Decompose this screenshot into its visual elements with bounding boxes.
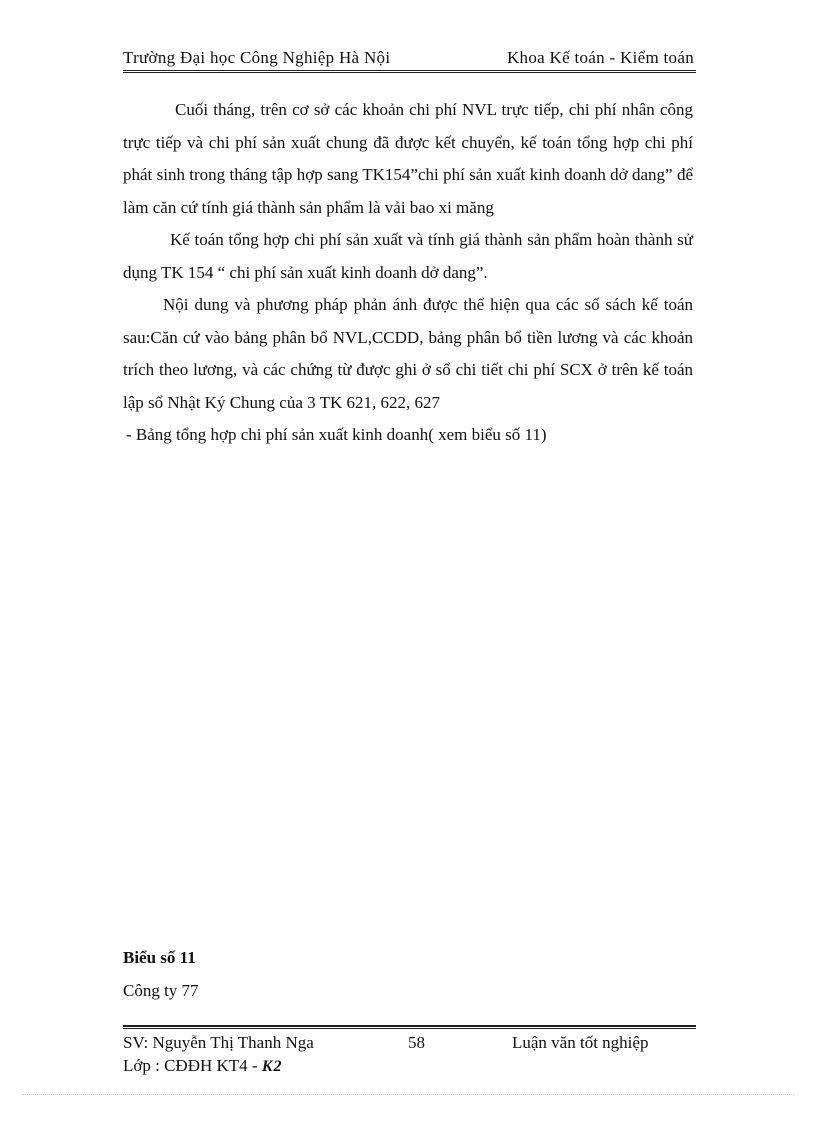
table-title: Biểu số 11 [123,948,196,967]
page-bottom-border [22,1094,794,1095]
page-header [123,46,696,70]
footer-thesis: Luận văn tốt nghiệp [512,1033,649,1052]
footer-class-label: Lớp : CĐĐH KT4 - [123,1056,258,1075]
paragraph-1: Cuối tháng, trên cơ sở các khoản chi phí NVL trực tiếp, chi phí nhân công trực tiếp và chi phí sản xuất chung đã được kết chuyển, kế toán tổng hợp chi phí phát sinh trong tháng tập hợp sang TK154”chi phí sản xuất kinh doanh dở dang” để làm căn cứ tính giá thành sản phẩm là vải bao xi măng [123,100,693,217]
body-text [123,94,693,452]
footer-student: SV: Nguyễn Thị Thanh Nga [123,1033,314,1052]
company-name: Công ty 77 [123,981,199,1000]
header-divider [123,70,696,73]
footer-divider [123,1025,696,1029]
header-school: Trường Đại học Công Nghiệp Hà Nội [123,48,391,67]
footer-cohort: K2 [261,1058,283,1075]
paragraph-2: Kế toán tổng hợp chi phí sản xuất và tính giá thành sản phẩm hoàn thành sử dụng TK 154 “ chi phí sản xuất kinh doanh dở dang”. [123,230,693,282]
footer-class [123,1056,283,1076]
paragraph-3: Nội dung và phương pháp phản ánh được thể hiện qua các số sách kế toán sau:Căn cứ vào bảng phân bổ NVL,CCDD, bảng phân bổ tiền lương và các khoản trích theo lương, và các chứng từ được ghi ở sổ chi tiết chi phí SCX ở trên kế toán lập sổ Nhật Ký Chung của 3 TK 621, 622, 627 [123,295,693,412]
header-faculty: Khoa Kế toán - Kiểm toán [506,48,694,67]
paragraph-4: - Bảng tổng hợp chi phí sản xuất kinh doanh( xem biểu số 11) [126,425,547,444]
page-number: 58 [408,1033,425,1052]
